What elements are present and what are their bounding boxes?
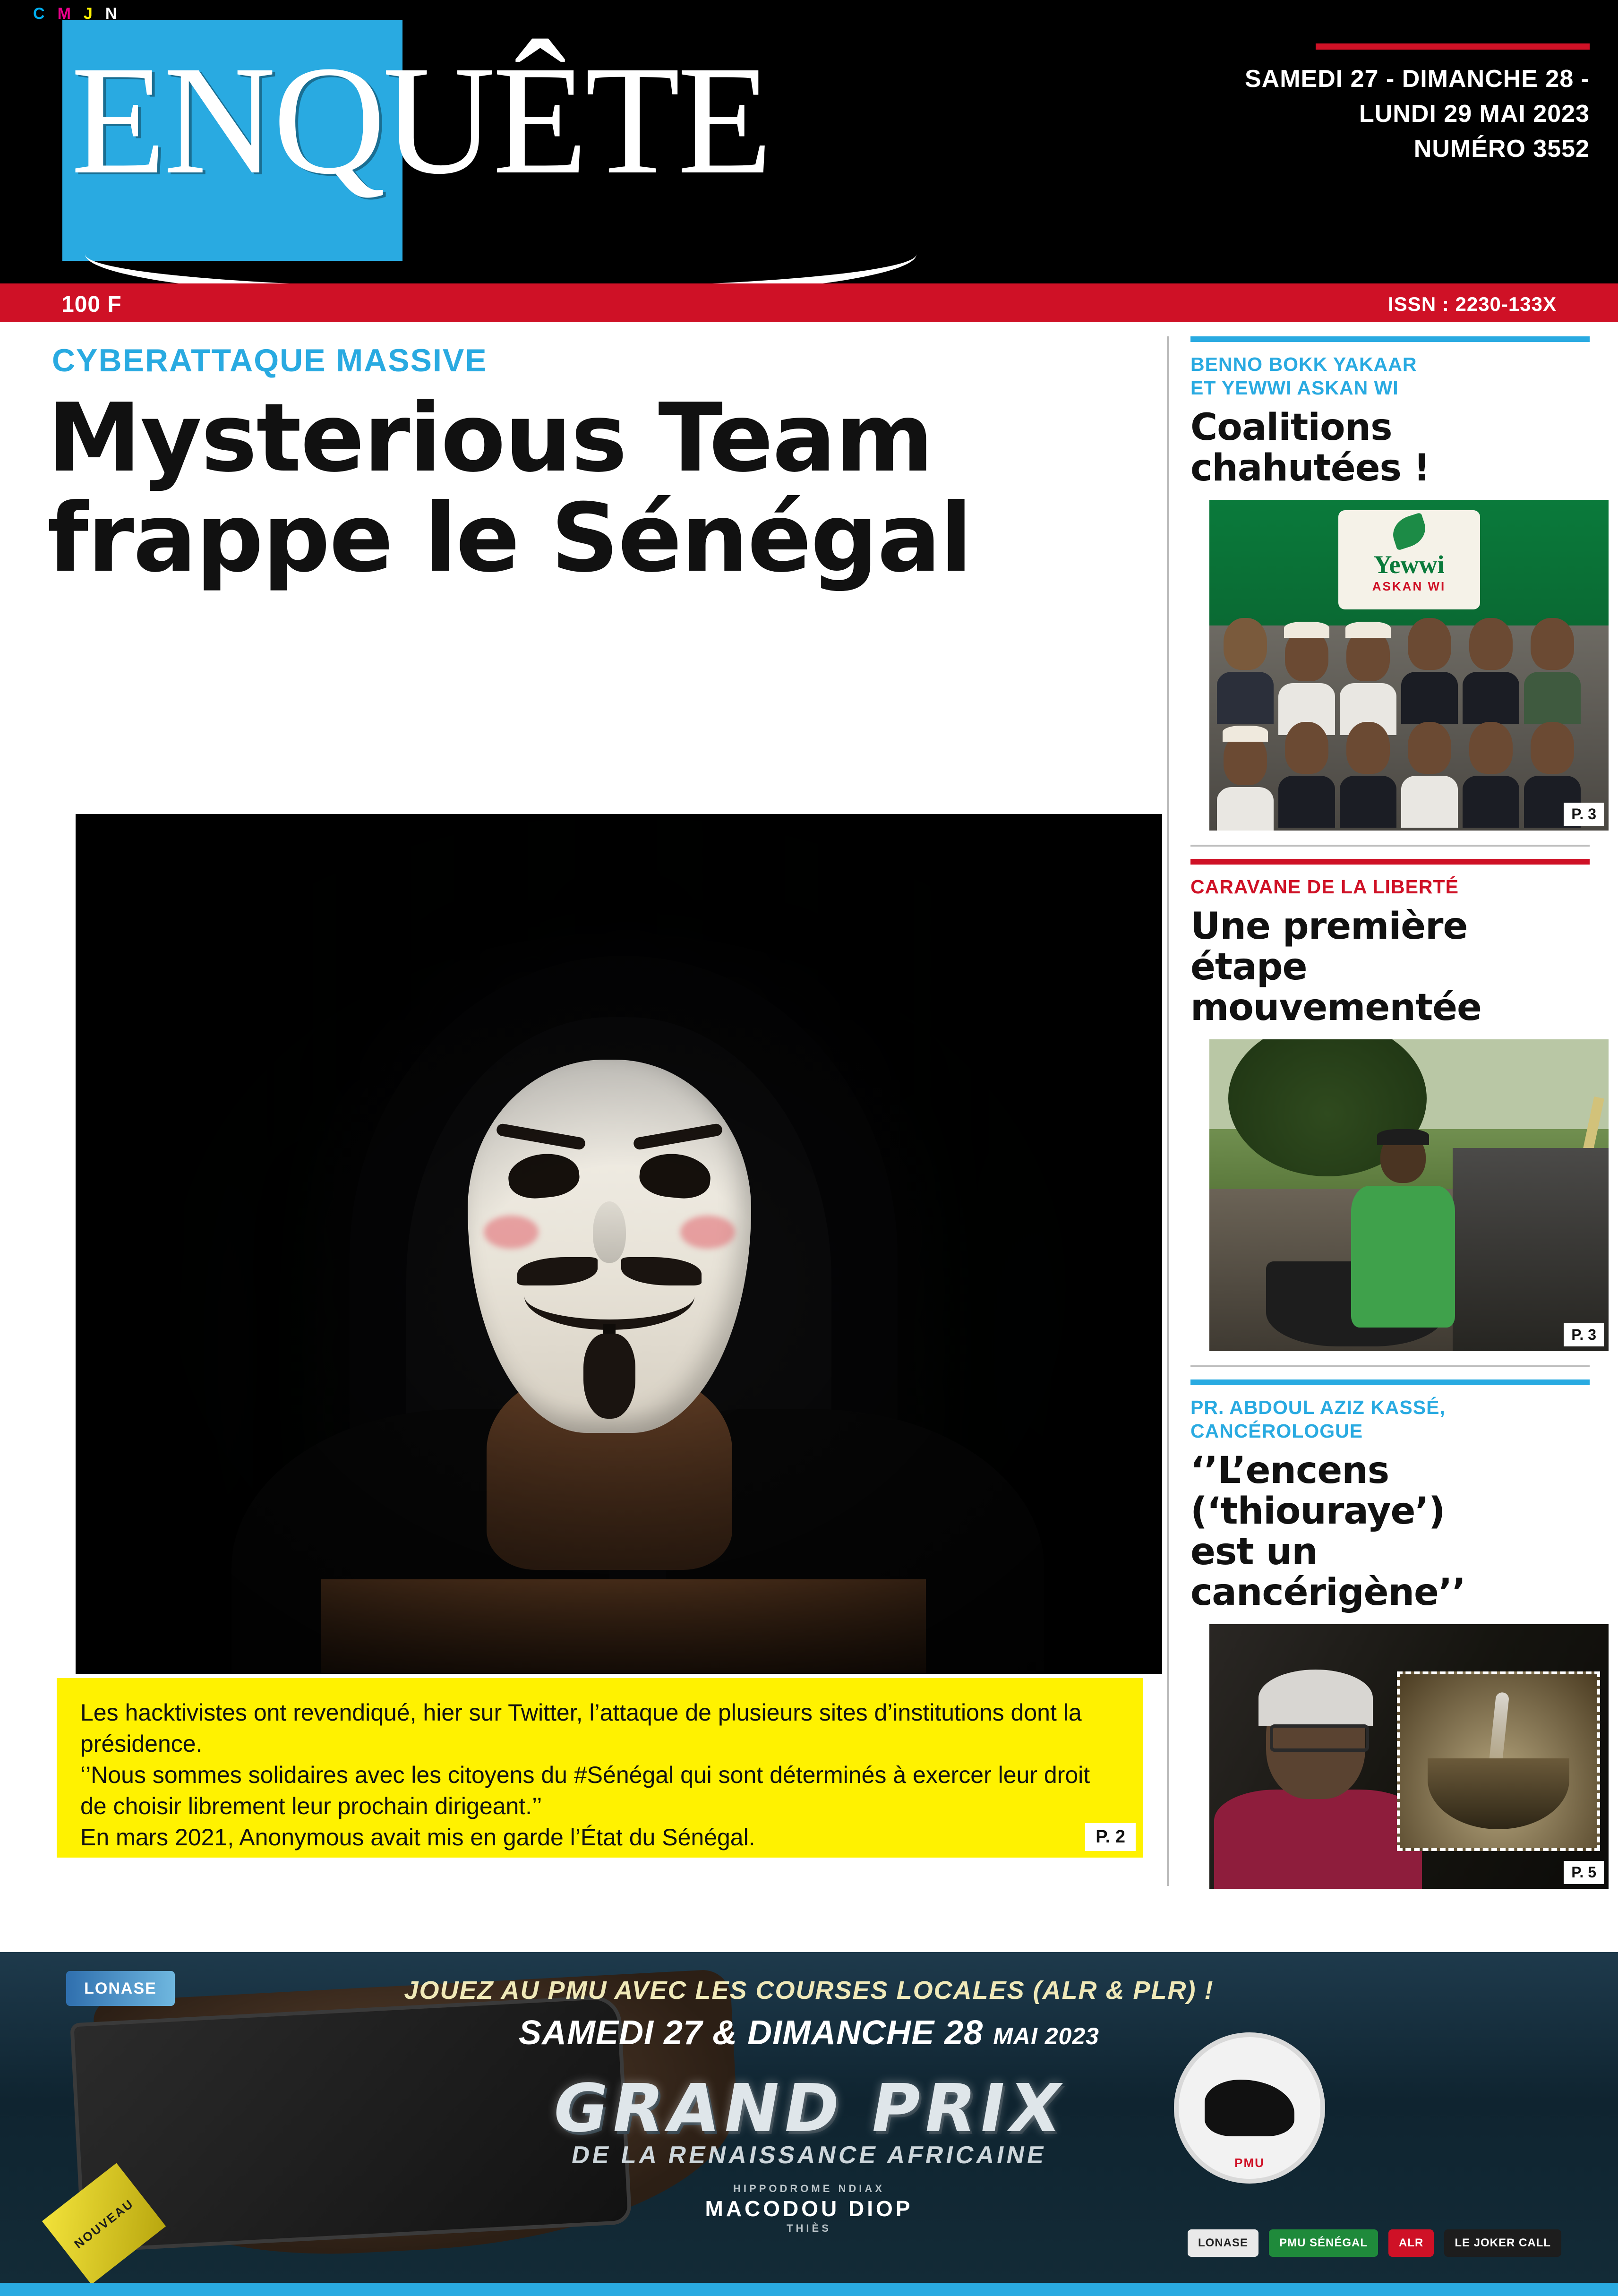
sidebar-photo-doctor: [1209, 1624, 1609, 1889]
issn-label: ISSN : 2230-133X: [1388, 293, 1557, 315]
ad-subtitle: DE LA RENAISSANCE AFRICAINE: [569, 2142, 1049, 2169]
coalition-row-top: [1217, 618, 1581, 735]
ad-venue: [705, 2179, 913, 2238]
masthead-red-rule: [1316, 43, 1590, 50]
sidebar-headline-2: [1190, 906, 1590, 1028]
partner-logo: ALR: [1388, 2229, 1434, 2257]
ad-top-line: JOUEZ AU PMU AVEC LES COURSES LOCALES (ALR & PLR) !: [404, 1976, 1214, 2005]
sidebar-page-ref-3[interactable]: P. 5: [1564, 1861, 1604, 1884]
sidebar-kicker-1: [1190, 352, 1590, 400]
cmyk-registration-marks: [33, 5, 117, 23]
ad-date-suffix: MAI 2023: [993, 2023, 1099, 2049]
date-line-2: LUNDI 29 MAI 2023: [1359, 100, 1590, 128]
sidebar-headline-2-line-2: mouvementée: [1190, 986, 1481, 1029]
sidebar-separator-2: [1190, 1365, 1590, 1367]
sidebar-headline-1-line-2: chahutées !: [1190, 447, 1430, 489]
sidebar-kicker-2: [1190, 875, 1590, 899]
coalition-person: [1401, 722, 1458, 831]
date-line-1: SAMEDI 27 - DIMANCHE 28 -: [1245, 65, 1590, 93]
incense-inset-photo: [1397, 1671, 1600, 1851]
ad-date-main: SAMEDI 27 & DIMANCHE 28: [519, 2014, 984, 2052]
glasses-icon: [1270, 1724, 1369, 1752]
rule-blue-3: [1190, 1379, 1590, 1385]
sidebar-item-encens[interactable]: [1190, 1379, 1596, 1889]
ad-venue-tiny: THIÈS: [787, 2222, 831, 2234]
masthead: [0, 0, 1618, 283]
partner-logo: PMU SÉNÉGAL: [1269, 2229, 1378, 2257]
lead-summary-box: [57, 1678, 1143, 1858]
cmyk-m: M: [57, 5, 71, 23]
lead-photo: [76, 814, 1162, 1674]
front-page-content: [0, 322, 1618, 1952]
sidebar-page-ref-1[interactable]: P. 3: [1564, 803, 1604, 826]
sidebar-kicker-3: [1190, 1396, 1590, 1443]
pmu-label: PMU: [1234, 2156, 1265, 2170]
coalition-person: [1278, 722, 1335, 831]
lead-summary-line-2: ‘’Nous sommes solidaires avec les citoyens du #Sénégal qui sont déterminés à exercer leur droit de choisir librement leur prochain dirigeant.’’: [80, 1762, 1090, 1819]
sidebar-item-coalitions[interactable]: [1190, 336, 1596, 831]
coalition-person: [1340, 722, 1396, 831]
issue-number: NUMÉRO 3552: [1413, 135, 1590, 163]
rule-red-2: [1190, 859, 1590, 865]
dove-icon: [1388, 512, 1430, 550]
sidebar-headline-2-line-1: Une première étape: [1190, 905, 1468, 988]
yewwi-logo: [1338, 510, 1480, 609]
ad-partner-logos: [1188, 2229, 1561, 2257]
cmyk-j: J: [83, 5, 93, 23]
incense-burner: [1428, 1758, 1569, 1829]
yewwi-logo-sub: ASKAN WI: [1372, 579, 1446, 593]
robe: [1214, 1790, 1422, 1889]
lead-headline-line-2: frappe le Sénégal: [47, 483, 972, 593]
ad-title: GRAND PRIX: [546, 2070, 1072, 2147]
lonase-logo: LONASE: [66, 1971, 175, 2006]
cmyk-n: N: [105, 5, 118, 23]
sidebar: [1190, 336, 1596, 1896]
partner-logo: LONASE: [1188, 2229, 1258, 2257]
lead-page-ref[interactable]: P. 2: [1085, 1823, 1136, 1851]
sidebar-headline-3-line-1: ‘’L’encens (‘thiouraye’): [1190, 1449, 1445, 1533]
torso: [1351, 1186, 1455, 1328]
man-in-green-shirt: [1351, 1124, 1455, 1351]
sidebar-kicker-2-line-1: CARAVANE DE LA LIBERTÉ: [1190, 876, 1459, 898]
coalition-person: [1217, 618, 1274, 735]
coalition-person: [1217, 722, 1274, 831]
price-bar: [0, 283, 1618, 322]
grey-hair: [1258, 1670, 1373, 1726]
lead-story: [0, 322, 1171, 1952]
partner-logo: LE JOKER CALL: [1444, 2229, 1561, 2257]
coalition-person: [1278, 618, 1335, 735]
lead-summary-line-1: Les hacktivistes ont revendiqué, hier sur Twitter, l’attaque de plusieurs sites d’institutions dont la présidence.: [80, 1699, 1082, 1757]
sidebar-kicker-1-line-2: ET YEWWI ASKAN WI: [1190, 377, 1399, 399]
sidebar-headline-1-line-1: Coalitions: [1190, 406, 1392, 449]
yewwi-logo-main: Yewwi: [1373, 550, 1445, 579]
sidebar-headline-3-line-2: est un cancérigène’’: [1190, 1531, 1466, 1614]
coalition-person: [1463, 618, 1519, 735]
coalition-person: [1340, 618, 1396, 735]
sidebar-photo-coalitions: [1209, 500, 1609, 831]
lead-summary-line-3: En mars 2021, Anonymous avait mis en garde l’État du Sénégal.: [80, 1824, 755, 1851]
rule-blue-1: [1190, 336, 1590, 342]
sidebar-headline-1: [1190, 407, 1590, 488]
ad-venue-small: HIPPODROME NDIAX: [733, 2183, 885, 2194]
lead-photo-vignette: [76, 814, 1162, 1674]
sidebar-page-ref-2[interactable]: P. 3: [1564, 1323, 1604, 1346]
pmu-roundel-logo: [1174, 2032, 1325, 2184]
coalition-person: [1524, 618, 1581, 735]
ad-venue-big: MACODOU DIOP: [705, 2196, 913, 2221]
crowd: [1453, 1148, 1609, 1351]
lead-headline-line-1: Mysterious Team: [47, 383, 933, 493]
cmyk-c: C: [33, 5, 45, 23]
sidebar-photo-caravane: [1209, 1039, 1609, 1351]
horse-icon: [1205, 2080, 1294, 2136]
sidebar-headline-3: [1190, 1450, 1590, 1613]
price-label: 100 F: [61, 292, 122, 317]
newspaper-logo: ENQUÊTE: [71, 34, 770, 206]
bottom-advertisement[interactable]: [0, 1952, 1618, 2283]
new-ribbon: NOUVEAU: [42, 2163, 166, 2283]
bottom-blue-rule: [0, 2283, 1618, 2296]
cap: [1377, 1129, 1429, 1145]
sidebar-item-caravane[interactable]: [1190, 859, 1596, 1351]
lead-kicker: CYBERATTAQUE MASSIVE: [52, 343, 488, 378]
ad-date-line: [519, 2013, 1099, 2052]
sidebar-separator-1: [1190, 845, 1590, 847]
sidebar-kicker-1-line-1: BENNO BOKK YAKAAR: [1190, 353, 1417, 375]
masthead-dateblock: [1245, 61, 1590, 166]
coalition-person: [1401, 618, 1458, 735]
sidebar-kicker-3-line-1: PR. ABDOUL AZIZ KASSÉ, CANCÉROLOGUE: [1190, 1396, 1446, 1442]
lead-headline: [47, 383, 1148, 593]
coalition-person: [1463, 722, 1519, 831]
coalition-row-bottom: [1217, 722, 1581, 831]
